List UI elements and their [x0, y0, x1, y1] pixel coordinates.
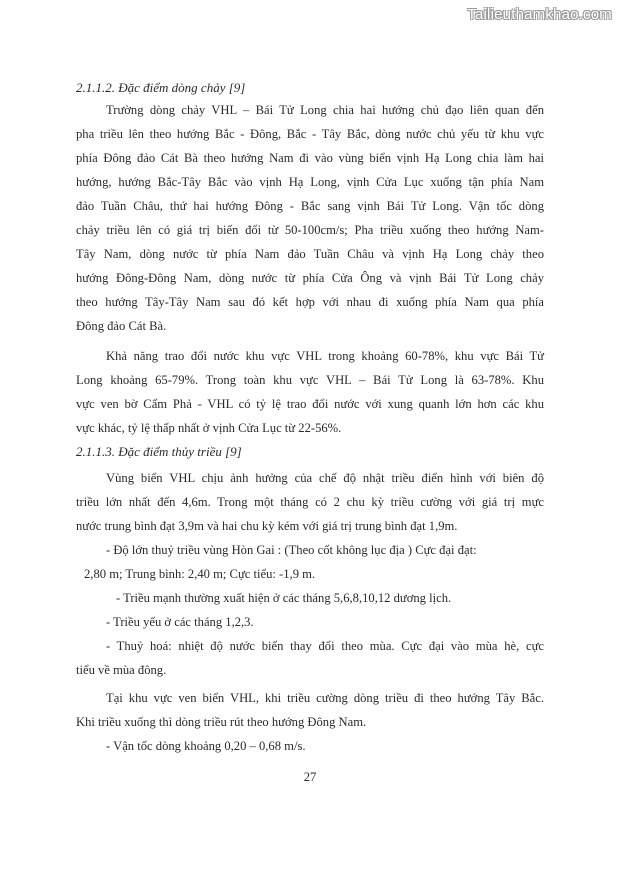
text-line: Vùng biển VHL chịu ảnh hưởng của chế độ nhật triều điển hình với biên độ — [106, 471, 544, 485]
weak-tide-line: - Triều yếu ở các tháng 1,2,3. — [106, 615, 254, 629]
flow-paragraph-1 — [76, 98, 544, 338]
section-heading-tide: 2.1.1.3. Đặc điểm thủy triều [9] — [76, 444, 242, 459]
text-line: chảy triều lên có giá trị biến đổi từ 50-100cm/s; Pha triều xuống theo hướng Nam- — [76, 223, 544, 237]
text-line: Tây Nam, dòng nước từ phía Nam đảo Tuần Châu và vịnh Hạ Long chảy theo — [76, 247, 544, 261]
tide-paragraph-1 — [76, 466, 544, 538]
text-line: Khả năng trao đổi nước khu vực VHL trong khoảng 60-78%, khu vực Bái Tử — [106, 349, 544, 363]
watermark: Tailieuthamkhao.com — [467, 6, 612, 23]
section-heading-flow: 2.1.1.2. Đặc điểm dòng chảy [9] — [76, 80, 246, 95]
text-line: pha triều lên theo hướng Bắc - Đông, Bắc - Tây Bắc, dòng nước chủ yếu từ khu vực — [76, 127, 544, 141]
hon-gai-tide-line-2: 2,80 m; Trung bình: 2,40 m; Cực tiểu: -1,9 m. — [84, 567, 316, 581]
text-line: - Thuỷ hoá: nhiệt độ nước biển thay đổi theo mùa. Cực đại vào mùa hè, cực — [106, 639, 544, 653]
coastal-paragraph — [76, 686, 544, 734]
text-line: Long khoảng 65-79%. Trong toàn khu vực VHL – Bái Tử Long là 63-78%. Khu — [76, 373, 544, 387]
text-line: nước trung bình đạt 3,9m và hai chu kỳ kém với giá trị trung bình đạt 1,9m. — [76, 519, 458, 533]
text-line: vực ven bờ Cẩm Phả - VHL có tỷ lệ trao đổi nước với xung quanh lớn hơn các khu — [76, 397, 544, 411]
flow-paragraph-2 — [76, 344, 544, 440]
text-line: vực khác, tỷ lệ thấp nhất ở vịnh Cửa Lục từ 22-56%. — [76, 421, 342, 435]
text-line: theo hướng Tây-Tây Nam sau đó kết hợp với nhau đi xuống phía Nam qua phía — [76, 295, 544, 309]
text-line: tiểu về mùa đông. — [76, 663, 167, 677]
text-line: Tại khu vực ven biển VHL, khi triều cường dòng triều đi theo hướng Tây Bắc. — [106, 691, 544, 705]
text-line: triều lớn nhất đến 4,6m. Trong một tháng có 2 chu kỳ triều cường với giá trị mực — [76, 495, 544, 509]
text-line: Khi triều xuống thì dòng triều rút theo hướng Đông Nam. — [76, 715, 367, 729]
page-number: 27 — [303, 770, 317, 784]
document-page — [76, 78, 544, 758]
text-line: phía Đông đảo Cát Bà theo hướng Nam đi vào vùng biển vịnh Hạ Long chia làm hai — [76, 151, 544, 165]
text-line: đảo Tuần Châu, thứ hai hướng Đông - Bắc sang vịnh Bái Tử Long. Vận tốc dòng — [76, 199, 544, 213]
hon-gai-tide-line-1: - Độ lớn thuỷ triều vùng Hòn Gai : (Theo cốt không lục địa ) Cực đại đạt: — [106, 543, 477, 557]
text-line: hướng Đông-Đông Nam, dòng nước từ phía Cửa Ông và vịnh Bái Tử Long chảy — [76, 271, 544, 285]
text-line: Đông đảo Cát Bà. — [76, 319, 167, 333]
velocity-line: - Vận tốc dòng khoảng 0,20 – 0,68 m/s. — [106, 739, 306, 753]
text-line: Trường dòng chảy VHL – Bái Tử Long chia hai hướng chủ đạo liên quan đến — [106, 103, 544, 117]
strong-tide-line: - Triều mạnh thường xuất hiện ở các tháng 5,6,8,10,12 dương lịch. — [116, 591, 452, 605]
hydrochemistry-paragraph — [76, 634, 544, 682]
text-line: hướng, hướng Bắc-Tây Bắc vào vịnh Hạ Long, vịnh Cửa Lục xuống tận phía Nam — [76, 175, 544, 189]
